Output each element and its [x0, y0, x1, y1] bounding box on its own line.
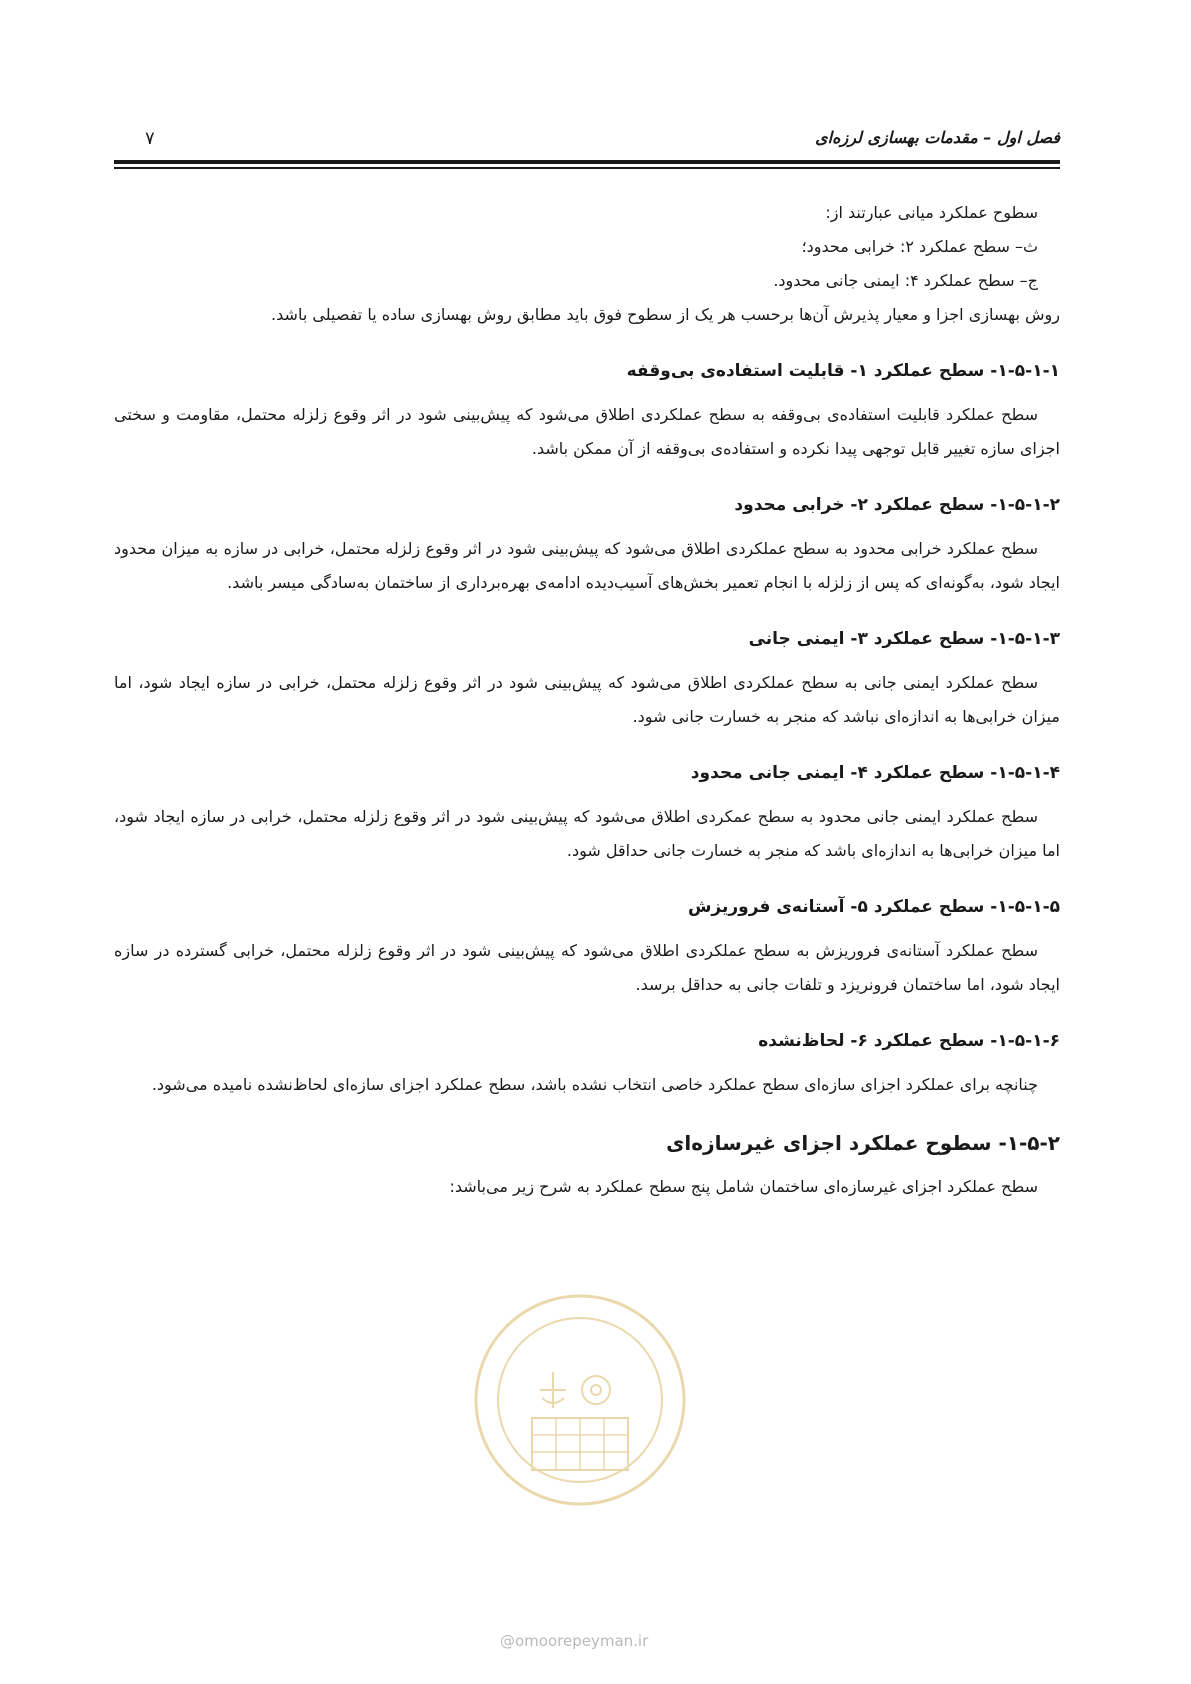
section-performance-level-2	[114, 488, 1060, 600]
section-performance-level-1	[114, 354, 1060, 466]
section-heading: ۱-۵-۱-۴- سطح عملکرد ۴- ایمنی جانی محدود	[690, 763, 1060, 783]
section-performance-level-6	[114, 1024, 1060, 1102]
section-body: سطح عملکرد آستانه‌ی فروریزش به سطح عملکردی اطلاق می‌شود که پیش‌بینی شود در اثر وقوع زلزله محتمل، خرابی گسترده در سازه ایجاد شود، اما ساختمان فرونریزد و تلفات جانی به حداقل برسد.	[114, 941, 1060, 994]
header-rule-thick	[114, 160, 1060, 164]
section-performance-level-4	[114, 756, 1060, 868]
intro-closing: روش بهسازی اجزا و معیار پذیرش آن‌ها برحسب هر یک از سطوح فوق باید مطابق روش بهسازی ساده یا تفصیلی باشد.	[271, 305, 1060, 324]
header-rule-thin	[114, 167, 1060, 169]
section-body: سطح عملکرد قابلیت استفاده‌ی بی‌وقفه به سطح عملکردی اطلاق می‌شود که پیش‌بینی شود در اثر وقوع زلزله محتمل، مقاومت و سختی اجزای سازه تغییر قابل توجهی پیدا نکرده و استفاده‌ی بی‌وقفه از آن ممکن باشد.	[114, 405, 1060, 458]
section-body: سطح عملکرد ایمنی جانی محدود به سطح عمکردی اطلاق می‌شود که پیش‌بینی شود در اثر وقوع زلزله محتمل، خرابی در سازه ایجاد شود، اما میزان خرابی‌ها به اندازه‌ای باشد که منجر به خسارت جانی حداقل شود.	[114, 807, 1060, 860]
intro-lead: سطوح عملکرد میانی عبارتند از:	[825, 203, 1038, 222]
watermark-site-label: @omoorepeyman.ir	[500, 1632, 649, 1650]
body-content	[114, 196, 1060, 1204]
chapter-title: فصل اول – مقدمات بهسازی لرزه‌ای	[815, 128, 1060, 147]
section-body: چنانچه برای عملکرد اجزای سازه‌ای سطح عملکرد خاصی انتخاب نشده باشد، سطح عملکرد اجزای سازه‌ای لحاظ‌نشده نامیده می‌شود.	[151, 1075, 1038, 1094]
section-performance-level-5	[114, 890, 1060, 1002]
section-heading: ۱-۵-۱-۳- سطح عملکرد ۳- ایمنی جانی	[748, 629, 1060, 649]
section-heading: ۱-۵-۱-۲- سطح عملکرد ۲- خرابی محدود	[734, 495, 1060, 515]
section-heading-major: ۱-۵-۲- سطوح عملکرد اجزای غیرسازه‌ای	[666, 1131, 1060, 1155]
page-number: ۷	[145, 128, 155, 149]
watermark-emblem-icon	[470, 1290, 690, 1510]
section-heading: ۱-۵-۱-۶- سطح عملکرد ۶- لحاظ‌نشده	[758, 1031, 1060, 1051]
running-header	[145, 128, 1060, 152]
intro-list-item: ج– سطح عملکرد ۴: ایمنی جانی محدود.	[773, 271, 1038, 290]
section-performance-level-3	[114, 622, 1060, 734]
section-body: سطح عملکرد ایمنی جانی به سطح عملکردی اطلاق می‌شود که پیش‌بینی شود در اثر وقوع زلزله محتمل، خرابی در سازه ایجاد شود، اما میزان خرابی‌ها به اندازه‌ای نباشد که منجر به خسارت جانی شود.	[114, 673, 1060, 726]
intro-list-item: ث– سطح عملکرد ۲: خرابی محدود؛	[801, 237, 1038, 256]
section-body: سطح عملکرد خرابی محدود به سطح عملکردی اطلاق می‌شود که پیش‌بینی شود در اثر وقوع زلزله محتمل، خرابی در سازه به میزان محدود ایجاد شود، به‌گونه‌ای که پس از زلزله با انجام تعمیر بخش‌های آسیب‌دیده ادامه‌ی بهره‌برداری از ساختمان به‌سادگی میسر باشد.	[114, 539, 1060, 592]
section-nonstructural-levels	[114, 1126, 1060, 1204]
section-body: سطح عملکرد اجزای غیرسازه‌ای ساختمان شامل پنج سطح عملکرد به شرح زیر می‌باشد:	[449, 1177, 1038, 1196]
section-heading: ۱-۵-۱-۱- سطح عملکرد ۱- قابلیت استفاده‌ی بی‌وقفه	[626, 361, 1060, 381]
section-heading: ۱-۵-۱-۵- سطح عملکرد ۵- آستانه‌ی فروریزش	[687, 897, 1060, 917]
